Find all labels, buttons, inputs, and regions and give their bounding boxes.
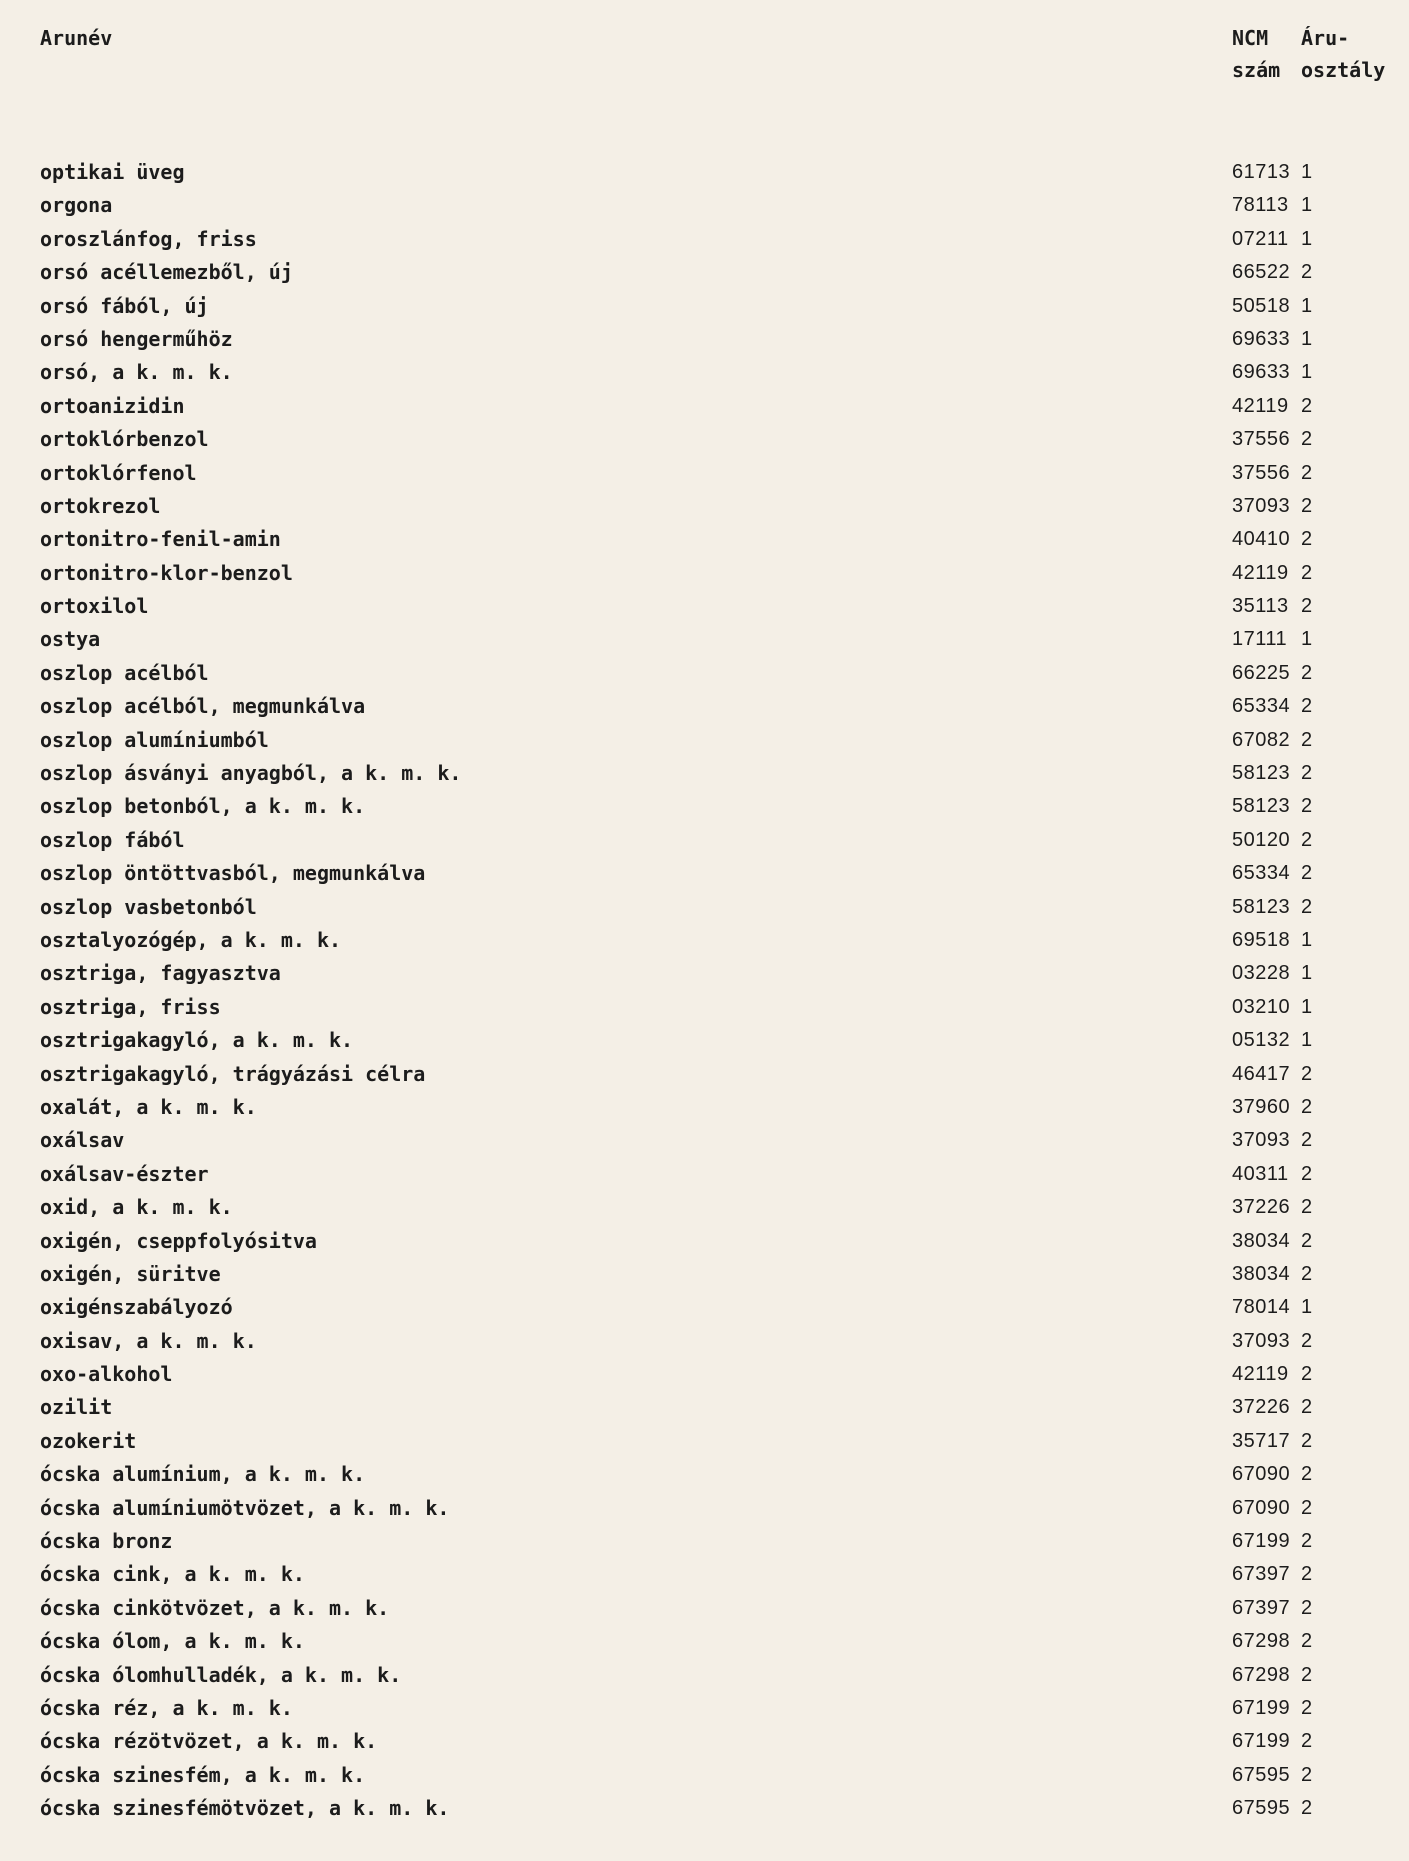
list-item [0,957,1409,990]
ncm-number: 37960 [1232,1095,1291,1118]
ncm-number: 37093 [1232,494,1291,517]
goods-class: 2 [1301,1730,1313,1753]
ncm-number: 61713 [1232,161,1291,183]
list-item [0,623,1409,656]
goods-class: 2 [1301,1229,1313,1252]
product-name: ócska ólom, a k. m. k. [40,1629,305,1654]
list-item [0,1225,1409,1258]
product-name: ortoanizidin [40,393,185,418]
list-item [0,390,1409,423]
goods-class: 2 [1301,828,1313,851]
goods-class: 2 [1301,1663,1313,1686]
list-item [0,1425,1409,1458]
list-item [0,1058,1409,1091]
header-class-line2: osztály [1301,58,1386,82]
product-name: ócska cinkötvözet, a k. m. k. [40,1595,390,1620]
goods-class: 2 [1301,1630,1313,1653]
list-item [0,590,1409,623]
list-item [0,1659,1409,1692]
goods-class: 1 [1301,928,1313,951]
ncm-number: 67595 [1232,1763,1291,1786]
list-item [0,1191,1409,1224]
goods-class: 2 [1301,1763,1313,1786]
list-item [0,824,1409,857]
header-ncm-label [1232,22,1292,86]
ncm-number: 67199 [1232,1730,1291,1753]
list-item [0,1458,1409,1491]
list-item [0,189,1409,222]
product-name: oxigén, süritve [40,1261,221,1286]
goods-class: 2 [1301,561,1313,584]
list-item [0,457,1409,490]
goods-class: 1 [1301,327,1313,350]
goods-class: 2 [1301,595,1313,618]
product-name: osztalyozógép, a k. m. k. [40,927,342,952]
header-class-line1: Áru- [1301,26,1350,50]
product-name: ostya [40,627,101,652]
goods-class: 1 [1301,1029,1313,1052]
list-item [0,1592,1409,1625]
ncm-number: 67199 [1232,1530,1291,1553]
ncm-number: 37093 [1232,1129,1291,1152]
header-name-text: Arunév [40,26,113,50]
goods-class: 2 [1301,695,1313,718]
ncm-number: 58123 [1232,795,1291,818]
header-ncm-line1: NCM [1232,26,1269,50]
goods-class: 2 [1301,795,1313,818]
goods-class: 2 [1301,261,1313,284]
list-item [0,1024,1409,1057]
product-name: oroszlánfog, friss [40,226,257,251]
list-item [0,1725,1409,1758]
list-item [0,891,1409,924]
goods-class: 2 [1301,1196,1313,1219]
list-item [0,1258,1409,1291]
product-name: orsó fából, új [40,293,209,318]
goods-class: 2 [1301,1596,1313,1619]
product-name: ortoklórbenzol [40,427,209,452]
product-name: orsó, a k. m. k. [40,360,233,385]
product-name: oxálsav-észter [40,1161,209,1186]
goods-class: 1 [1301,962,1313,985]
ncm-number: 50120 [1232,828,1291,851]
product-name: oszlop fából [40,827,185,852]
product-name: oxid, a k. m. k. [40,1195,233,1220]
product-name: ócska szinesfémötvözet, a k. m. k. [40,1796,450,1821]
list-item [0,557,1409,590]
list-item [0,323,1409,356]
goods-class: 2 [1301,461,1313,484]
list-item [0,1792,1409,1825]
goods-class: 2 [1301,1496,1313,1519]
product-name: orsó acéllemezből, új [40,260,293,285]
ncm-number: 37226 [1232,1396,1291,1419]
goods-class: 2 [1301,1530,1313,1553]
list-item [0,1325,1409,1358]
goods-class: 2 [1301,661,1313,684]
ncm-number: 69518 [1232,928,1291,951]
product-name: oxalát, a k. m. k. [40,1094,257,1119]
goods-class: 2 [1301,762,1313,785]
goods-class: 1 [1301,628,1313,651]
product-list [0,156,1409,1826]
list-item [0,156,1409,189]
header-ncm-line2: szám [1232,58,1281,82]
list-item [0,790,1409,823]
list-item [0,1358,1409,1391]
ncm-number: 40410 [1232,528,1291,551]
product-name: ócska alumíniumötvözet, a k. m. k. [40,1495,450,1520]
ncm-number: 69633 [1232,361,1291,384]
list-item [0,1625,1409,1658]
product-name: ócska cink, a k. m. k. [40,1562,305,1587]
goods-class: 2 [1301,1095,1313,1118]
product-name: ócska alumínium, a k. m. k. [40,1462,366,1487]
ncm-number: 07211 [1232,227,1289,250]
goods-class: 1 [1301,995,1313,1018]
ncm-number: 03228 [1232,962,1291,985]
ncm-number: 05132 [1232,1029,1291,1052]
goods-class: 2 [1301,528,1313,551]
product-name: ócska réz, a k. m. k. [40,1695,293,1720]
list-item [0,356,1409,389]
product-name: oxigénszabályozó [40,1295,233,1320]
product-name: ozokerit [40,1428,137,1453]
goods-class: 1 [1301,161,1313,183]
goods-class: 2 [1301,1696,1313,1719]
ncm-number: 66225 [1232,661,1291,684]
list-item [0,1525,1409,1558]
list-item [0,1692,1409,1725]
header-name-label [40,22,112,54]
goods-class: 2 [1301,428,1313,451]
product-name: oszlop öntöttvasból, megmunkálva [40,861,426,886]
list-item [0,1158,1409,1191]
product-name: oxigén, cseppfolyósitva [40,1228,317,1253]
ncm-number: 40311 [1232,1162,1289,1185]
ncm-number: 58123 [1232,762,1291,785]
goods-class: 2 [1301,1363,1313,1386]
ncm-number: 37226 [1232,1196,1291,1219]
ncm-number: 67298 [1232,1663,1291,1686]
ncm-number: 37093 [1232,1329,1291,1352]
ncm-number: 03210 [1232,995,1291,1018]
list-item [0,1291,1409,1324]
ncm-number: 67090 [1232,1496,1291,1519]
ncm-number: 67090 [1232,1463,1291,1486]
ncm-number: 35113 [1232,595,1289,618]
list-item [0,1124,1409,1157]
product-name: optikai üveg [40,160,185,184]
ncm-number: 65334 [1232,862,1291,885]
product-name: oszlop betonból, a k. m. k. [40,794,366,819]
product-name: ozilit [40,1395,113,1420]
ncm-number: 78014 [1232,1296,1291,1319]
list-item [0,223,1409,256]
product-name: oszlop acélból [40,660,209,685]
product-name: oszlop ásványi anyagból, a k. m. k. [40,761,462,786]
product-name: ócska szinesfém, a k. m. k. [40,1762,366,1787]
ncm-number: 37556 [1232,428,1291,451]
product-name: ócska bronz [40,1529,173,1554]
list-item [0,1759,1409,1792]
product-name: orsó hengerműhöz [40,326,233,351]
goods-class: 2 [1301,862,1313,885]
goods-class: 2 [1301,1396,1313,1419]
goods-class: 1 [1301,227,1313,250]
list-item [0,290,1409,323]
ncm-number: 67298 [1232,1630,1291,1653]
header-class-label [1301,22,1401,86]
product-name: osztrigakagyló, a k. m. k. [40,1028,354,1053]
ncm-number: 58123 [1232,895,1291,918]
goods-class: 2 [1301,1162,1313,1185]
product-name: ortonitro-klor-benzol [40,560,293,585]
goods-class: 1 [1301,294,1313,317]
product-name: ortoklórfenol [40,460,197,485]
list-item [0,1391,1409,1424]
ncm-number: 67397 [1232,1596,1291,1619]
list-item [0,1492,1409,1525]
product-name: oxálsav [40,1128,125,1153]
ncm-number: 17111 [1232,628,1288,651]
product-name: osztrigakagyló, trágyázási célra [40,1061,426,1086]
ncm-number: 42119 [1232,394,1289,417]
product-name: oszlop acélból, megmunkálva [40,694,366,719]
list-item [0,423,1409,456]
product-name: orgona [40,193,113,218]
ncm-number: 67595 [1232,1797,1291,1820]
goods-class: 2 [1301,1429,1313,1452]
list-item [0,657,1409,690]
ncm-number: 42119 [1232,1363,1289,1386]
ncm-number: 46417 [1232,1062,1291,1085]
goods-class: 2 [1301,1329,1313,1352]
goods-class: 2 [1301,1262,1313,1285]
list-item [0,724,1409,757]
product-name: ortoxilol [40,594,149,619]
ncm-number: 69633 [1232,327,1291,350]
goods-class: 1 [1301,361,1313,384]
product-name: oszlop vasbetonból [40,894,257,919]
product-name: ócska ólomhulladék, a k. m. k. [40,1662,402,1687]
ncm-number: 42119 [1232,561,1289,584]
ncm-number: 78113 [1232,194,1289,217]
list-item [0,1091,1409,1124]
ncm-number: 35717 [1232,1429,1291,1452]
product-name: oszlop alumíniumból [40,727,269,752]
ncm-number: 50518 [1232,294,1291,317]
goods-class: 2 [1301,494,1313,517]
ncm-number: 65334 [1232,695,1291,718]
product-name: osztriga, fagyasztva [40,961,281,986]
list-item [0,523,1409,556]
list-item [0,991,1409,1024]
ncm-number: 67199 [1232,1696,1291,1719]
goods-class: 2 [1301,895,1313,918]
product-name: ortokrezol [40,493,161,518]
product-name: oxo-alkohol [40,1362,173,1387]
product-name: ócska rézötvözet, a k. m. k. [40,1729,378,1754]
product-name: oxisav, a k. m. k. [40,1328,257,1353]
list-item [0,757,1409,790]
list-item [0,690,1409,723]
goods-class: 2 [1301,1129,1313,1152]
ncm-number: 67397 [1232,1563,1291,1586]
goods-class: 1 [1301,1296,1313,1319]
list-item [0,924,1409,957]
goods-class: 2 [1301,1062,1313,1085]
goods-class: 2 [1301,394,1313,417]
ncm-number: 38034 [1232,1262,1291,1285]
product-name: ortonitro-fenil-amin [40,527,281,552]
ncm-number: 66522 [1232,261,1291,284]
product-name: osztriga, friss [40,994,221,1019]
goods-class: 2 [1301,1563,1313,1586]
list-item [0,857,1409,890]
goods-class: 2 [1301,1463,1313,1486]
goods-class: 2 [1301,1797,1313,1820]
list-item [0,1558,1409,1591]
goods-class: 1 [1301,194,1313,217]
list-item [0,490,1409,523]
goods-class: 2 [1301,728,1313,751]
ncm-number: 37556 [1232,461,1291,484]
ncm-number: 38034 [1232,1229,1291,1252]
list-item [0,256,1409,289]
ncm-number: 67082 [1232,728,1291,751]
